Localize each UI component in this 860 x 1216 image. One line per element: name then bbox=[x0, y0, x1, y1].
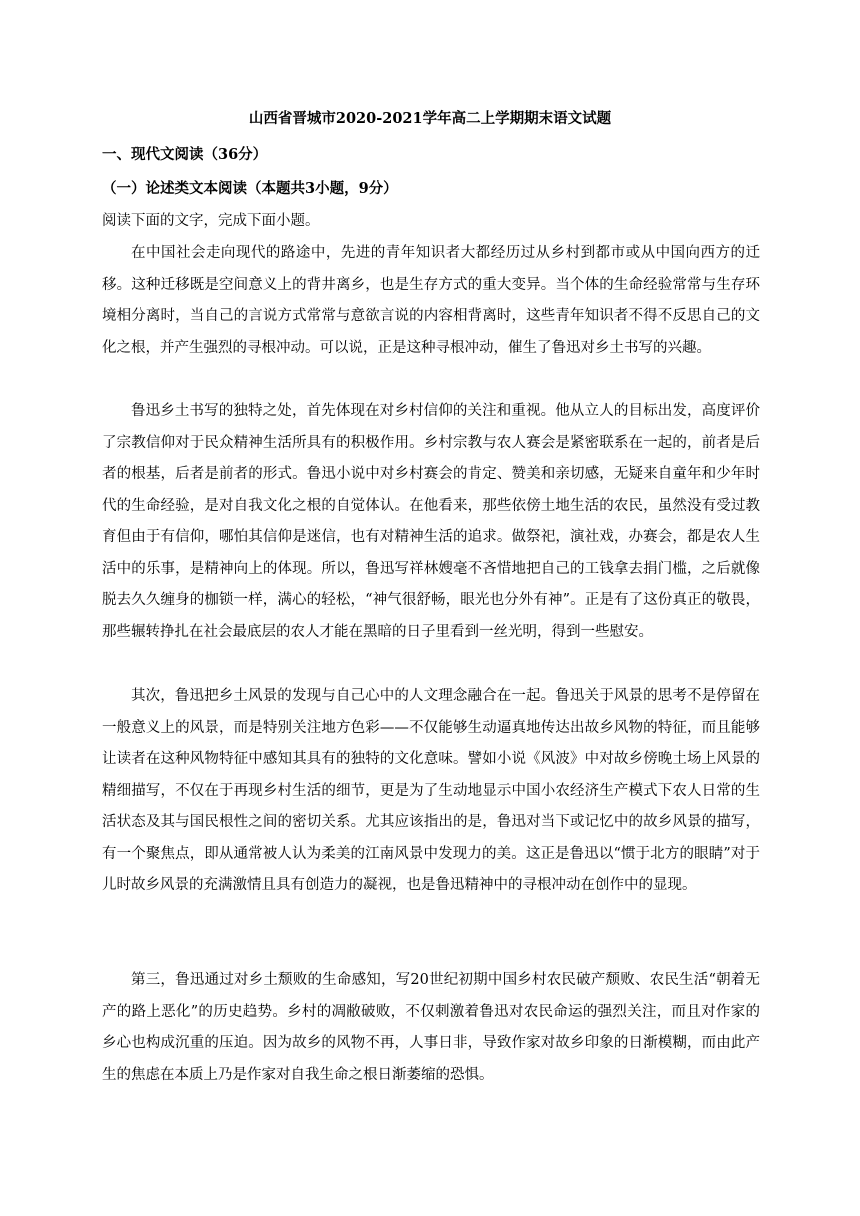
paragraph-3: 其次，鲁迅把乡土风景的发现与自己心中的人文理念融合在一起。鲁迅关于风景的思考不是停留在一般意义上的风景，而是特别关注地方色彩——不仅能够生动逼真地传达出故乡风物的特征，而且能够让读者在这种风物特征中感知其具有的独特的文化意味。譬如小说《风波》中对故乡傍晚土场上风景的精细描写，不仅在于再现乡村生活的细节，更是为了生动地显示中国小农经济生产模式下农人日常的生活状态及其与国民根性之间的密切关系。尤其应该指出的是，鲁迅对当下或记忆中的故乡风景的描写，有一个聚焦点，即从通常被人认为柔美的江南风景中发现力的美。这正是鲁迅以“惯于北方的眼睛”对于儿时故乡风景的充满激情且具有创造力的凝视，也是鲁迅精神中的寻根冲动在创作中的显现。 bbox=[102, 688, 760, 893]
paragraph-1: 在中国社会走向现代的路途中，先进的青年知识者大都经历过从乡村到都市或从中国向西方的迁移。这种迁移既是空间意义上的背井离乡，也是生存方式的重大变异。当个体的生命经验常常与生存环境相分离时，当自己的言说方式常常与意欲言说的内容相背离时，这些青年知识者不得不反思自己的文化之根，并产生强烈的寻根冲动。可以说，正是这种寻根冲动，催生了鲁迅对乡土书写的兴趣。 bbox=[102, 245, 760, 356]
reading-instruction: 阅读下面的文字，完成下面小题。 bbox=[102, 213, 320, 229]
paragraph-2: 鲁迅乡土书写的独特之处，首先体现在对乡村信仰的关注和重视。他从立人的目标出发，高度评价了宗教信仰对于民众精神生活所具有的积极作用。乡村宗教与农人赛会是紧密联系在一起的，前者是后者的根基，后者是前者的形式。鲁迅小说中对乡村赛会的肯定、赞美和亲切感，无疑来自童年和少年时代的生命经验，是对自我文化之根的自觉体认。在他看来，那些依傍土地生活的农民，虽然没有受过教育但由于有信仰，哪怕其信仰是迷信，也有对精神生活的追求。做祭祀，演社戏，办赛会，都是农人生活中的乐事，是精神向上的体现。所以，鲁迅写祥林嫂毫不吝惜地把自己的工钱拿去捐门槛，之后就像脱去久久缠身的枷锁一样，满心的轻松，“神气很舒畅，眼光也分外有神”。正是有了这份真正的敬畏，那些辗转挣扎在社会最底层的农人才能在黑暗的日子里看到一丝光明，得到一些慰安。 bbox=[102, 403, 760, 640]
exam-title: 山西省晋城市2020-2021学年高二上学期期末语文试题 bbox=[248, 110, 612, 127]
paragraph-4: 第三，鲁迅通过对乡土颓败的生命感知，写20世纪初期中国乡村农民破产颓败、农民生活“朝着无产的路上恶化”的历史趋势。乡村的凋敝破败，不仅刺激着鲁迅对农民命运的强烈关注，而且对作家的乡心也构成沉重的压迫。因为故乡的风物不再，人事日非，导致作家对故乡印象的日渐模糊，而由此产生的焦虑在本质上乃是作家对自我生命之根日渐萎缩的恐惧。 bbox=[102, 972, 760, 1083]
subsection-heading: （一）论述类文本阅读（本题共3小题，9分） bbox=[102, 180, 398, 197]
section-heading: 一、现代文阅读（36分） bbox=[102, 146, 268, 163]
